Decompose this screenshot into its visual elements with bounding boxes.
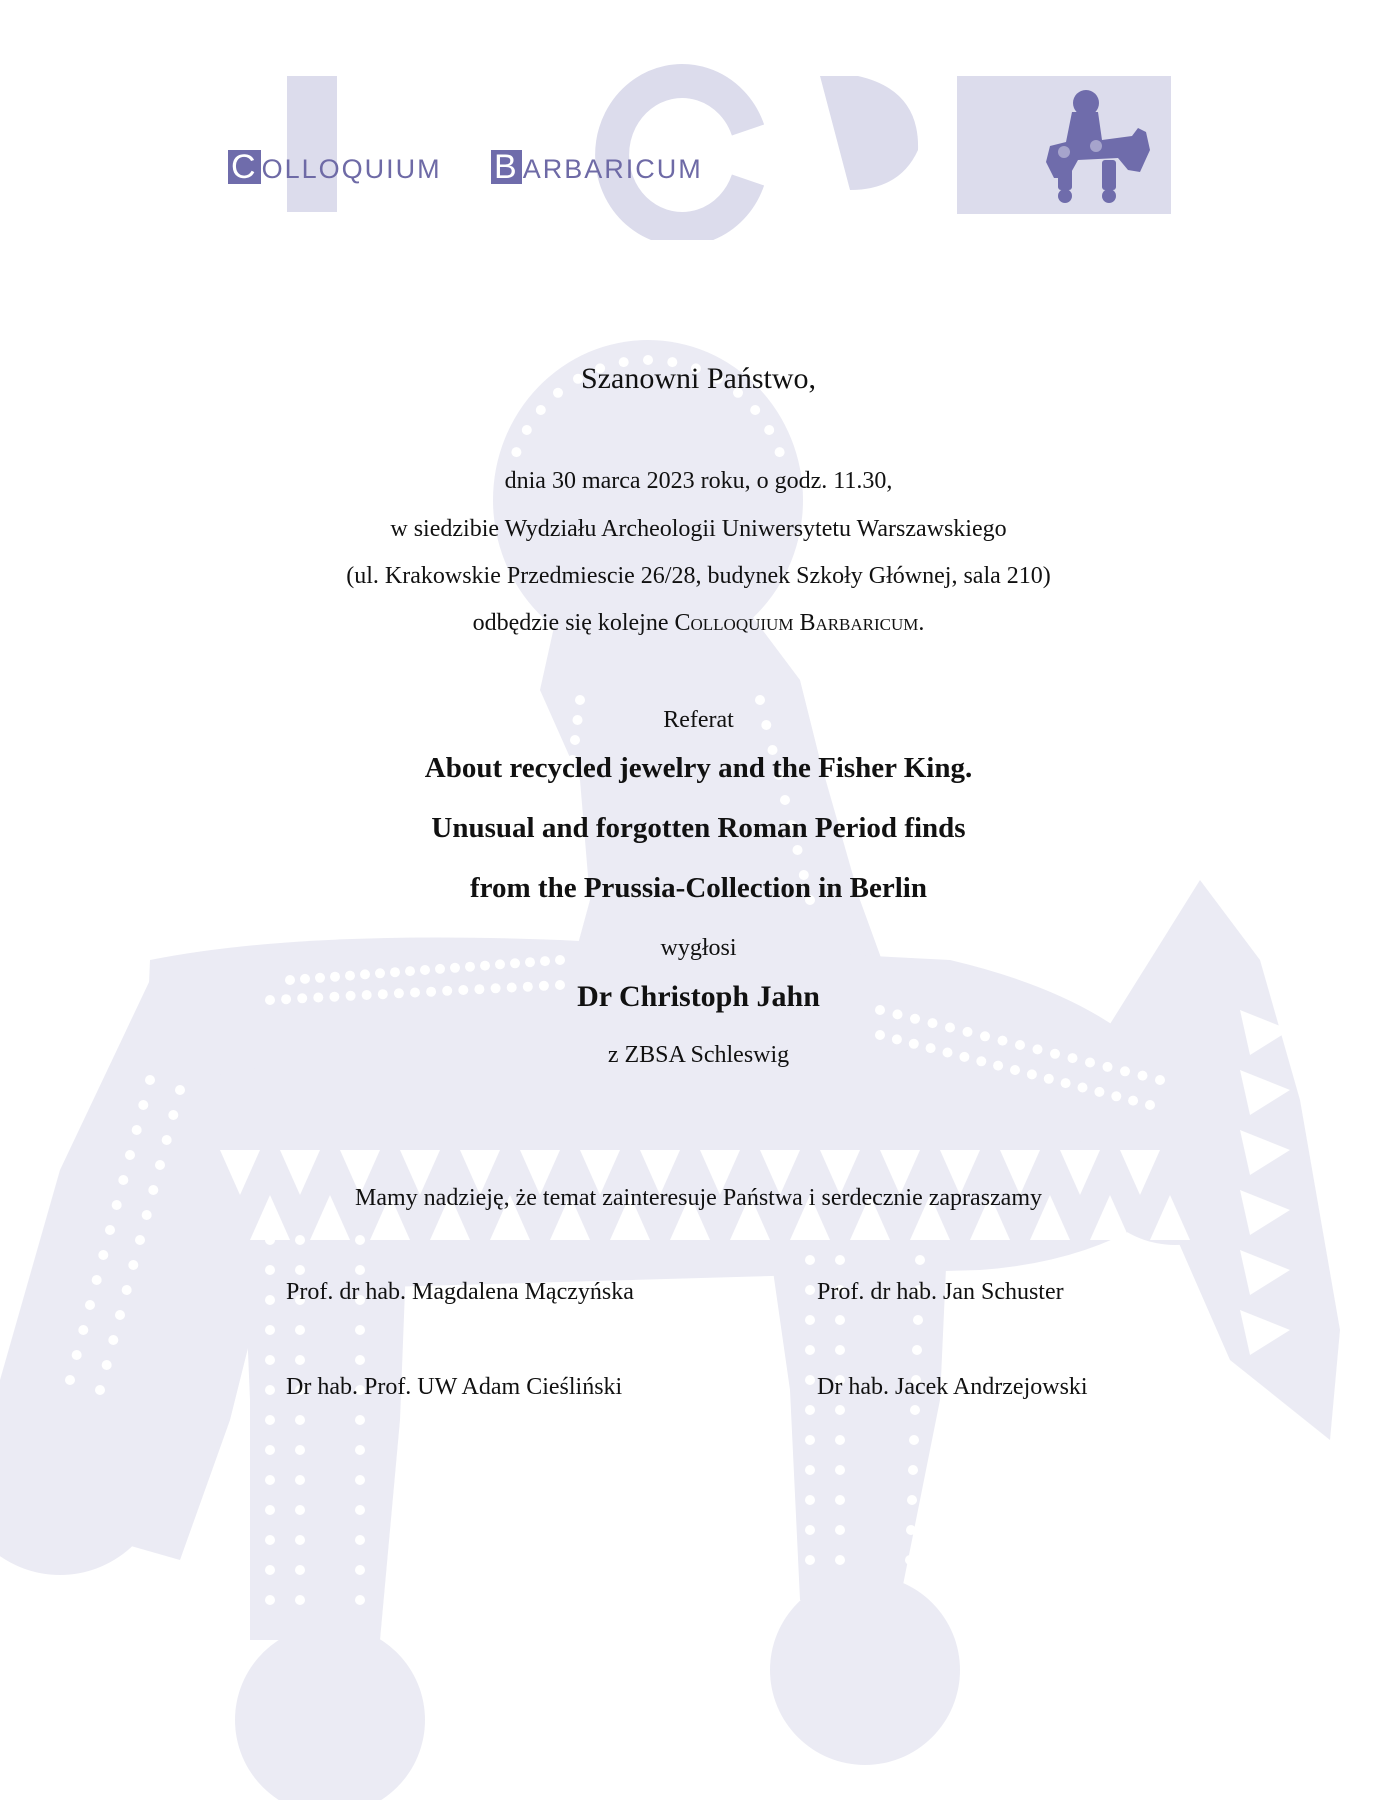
- date-line: dnia 30 marca 2023 roku, o godz. 11.30,: [504, 468, 893, 494]
- watermark-dot: [465, 962, 475, 972]
- watermark-dot: [480, 961, 490, 971]
- watermark-dot: [115, 1310, 125, 1320]
- watermark-dot: [265, 1445, 275, 1455]
- watermark-dot: [450, 963, 460, 973]
- watermark-dot: [125, 1150, 135, 1160]
- watermark-dot: [835, 1255, 845, 1265]
- watermark-dot: [102, 1360, 112, 1370]
- watermark-dot: [355, 1355, 365, 1365]
- watermark-dot: [928, 1018, 938, 1028]
- watermark-dot: [963, 1027, 973, 1037]
- watermark-dot: [910, 1405, 920, 1415]
- watermark-dot: [355, 1415, 365, 1425]
- watermark-dot: [265, 1325, 275, 1335]
- watermark-dot: [132, 1125, 142, 1135]
- watermark-dot: [835, 1465, 845, 1475]
- watermark-dot: [750, 405, 760, 415]
- watermark-dot: [265, 1295, 275, 1305]
- signatory-1: Prof. dr hab. Magdalena Mączyńska: [286, 1279, 634, 1305]
- watermark-dot: [912, 1345, 922, 1355]
- watermark-dot: [909, 1435, 919, 1445]
- venue-line: w siedzibie Wydziału Archeologii Uniwersytetu Warszawskiego: [390, 516, 1007, 542]
- watermark-dot: [155, 1160, 165, 1170]
- event-name: Colloquium Barbaricum: [674, 610, 919, 636]
- watermark-dot: [1138, 1071, 1148, 1081]
- watermark-dot: [1145, 1100, 1155, 1110]
- watermark-dot: [355, 1475, 365, 1485]
- watermark-dot: [265, 1355, 275, 1365]
- talk-title-line-3: from the Prussia-Collection in Berlin: [470, 872, 927, 904]
- watermark-dot: [265, 1415, 275, 1425]
- watermark-dot: [265, 1385, 275, 1395]
- watermark-dot: [138, 1100, 148, 1110]
- watermark-dot: [835, 1435, 845, 1445]
- watermark-dot: [1027, 1069, 1037, 1079]
- salutation: Szanowni Państwo,: [581, 362, 816, 395]
- watermark-dot: [835, 1495, 845, 1505]
- watermark-dot: [92, 1275, 102, 1285]
- watermark-dot: [295, 1325, 305, 1335]
- watermark-dot: [355, 1265, 365, 1275]
- talk-title-line-1: About recycled jewelry and the Fisher King.: [424, 752, 973, 784]
- watermark-dot: [835, 1315, 845, 1325]
- watermark-dot: [522, 425, 532, 435]
- watermark-dot: [835, 1345, 845, 1355]
- watermark-dot: [360, 969, 370, 979]
- ghost-letter-i: [287, 76, 337, 212]
- watermark-dot: [805, 1285, 815, 1295]
- watermark-dot: [511, 447, 521, 457]
- watermark-dot: [805, 1525, 815, 1535]
- watermark-dot: [355, 1325, 365, 1335]
- watermark-dot: [355, 1235, 365, 1245]
- watermark-dot: [793, 845, 803, 855]
- watermark-dot: [118, 1175, 128, 1185]
- watermark-dot: [570, 735, 580, 745]
- watermark-dot: [265, 1565, 275, 1575]
- watermark-dot: [780, 795, 790, 805]
- watermark-dot: [105, 1225, 115, 1235]
- watermark-dot: [945, 1023, 955, 1033]
- watermark-dot: [405, 966, 415, 976]
- watermark-dot: [375, 968, 385, 978]
- brand-barbaricum: [491, 150, 703, 184]
- signatory-2: Prof. dr hab. Jan Schuster: [817, 1279, 1064, 1305]
- watermark-dot: [295, 1505, 305, 1515]
- watermark-dot: [98, 1250, 108, 1260]
- watermark-dot: [128, 1260, 138, 1270]
- referat-label: Referat: [663, 707, 734, 733]
- watermark-dot: [555, 855, 565, 865]
- watermark-dot: [1128, 1096, 1138, 1106]
- closing-line: Mamy nadzieję, że temat zainteresuje Państwa i serdecznie zapraszamy: [355, 1185, 1042, 1211]
- watermark-dot: [145, 1075, 155, 1085]
- wyglosi-label: wygłosi: [660, 935, 737, 961]
- watermark-dot: [295, 1415, 305, 1425]
- watermark-dot: [168, 1110, 178, 1120]
- watermark-dot: [835, 1525, 845, 1535]
- watermark-dot: [265, 1505, 275, 1515]
- watermark-dot: [805, 1345, 815, 1355]
- watermark-dot: [122, 1285, 132, 1295]
- watermark-dot: [536, 405, 546, 415]
- watermark-dot: [805, 1375, 815, 1385]
- watermark-dot: [265, 1265, 275, 1275]
- watermark-dot: [295, 1595, 305, 1605]
- watermark-dot: [162, 1135, 172, 1145]
- watermark-dot: [295, 1535, 305, 1545]
- watermark-dot: [355, 1535, 365, 1545]
- watermark-dot: [805, 1555, 815, 1565]
- watermark-dot: [875, 1030, 885, 1040]
- watermark-dot: [906, 1525, 916, 1535]
- watermark-dot: [908, 1465, 918, 1475]
- watermark-dot: [805, 1495, 815, 1505]
- watermark-dot: [390, 967, 400, 977]
- watermark-dot: [265, 1595, 275, 1605]
- watermark-dot: [1111, 1091, 1121, 1101]
- watermark-dot: [265, 1535, 275, 1545]
- header-banner: [0, 0, 1397, 240]
- watermark-dot: [295, 1565, 305, 1575]
- watermark-dot: [295, 1235, 305, 1245]
- watermark-dot: [915, 1255, 925, 1265]
- watermark-dot: [980, 1031, 990, 1041]
- watermark-dot: [1155, 1075, 1165, 1085]
- watermark-dot: [1044, 1074, 1054, 1084]
- watermark-dot: [805, 1315, 815, 1325]
- watermark-dot: [355, 1595, 365, 1605]
- watermark-dot: [1061, 1078, 1071, 1088]
- event-prefix: odbędzie się kolejne: [472, 610, 675, 636]
- brand-word-barbaricum: ARBARICUM: [522, 154, 703, 184]
- event-line: [0, 610, 1397, 637]
- watermark-dot: [355, 1505, 365, 1515]
- brand-initial-c: C: [228, 150, 261, 184]
- banner-graphic: [0, 0, 1397, 240]
- watermark-dot: [295, 1445, 305, 1455]
- brand-word-colloquium: OLLOQUIUM: [261, 154, 442, 184]
- watermark-dot: [805, 1255, 815, 1265]
- watermark-dot: [265, 1475, 275, 1485]
- watermark-dot: [72, 1350, 82, 1360]
- watermark-dot: [805, 1405, 815, 1415]
- watermark-dot: [755, 695, 765, 705]
- watermark-dot: [775, 447, 785, 457]
- watermark-dot: [575, 695, 585, 705]
- watermark-dot: [835, 1555, 845, 1565]
- watermark-dot: [65, 1375, 75, 1385]
- watermark-dot: [295, 1355, 305, 1365]
- watermark-dot: [78, 1325, 88, 1335]
- event-suffix: .: [918, 610, 925, 636]
- watermark-dot: [95, 1385, 105, 1395]
- watermark-dot: [764, 425, 774, 435]
- watermark-dot: [85, 1300, 95, 1310]
- watermark-dot: [913, 1315, 923, 1325]
- watermark-dot: [1094, 1087, 1104, 1097]
- talk-title-line-2: Unusual and forgotten Roman Period finds: [431, 812, 966, 844]
- speaker-affiliation: z ZBSA Schleswig: [607, 1042, 790, 1068]
- speaker-name: Dr Christoph Jahn: [577, 980, 820, 1013]
- watermark-dot: [295, 1475, 305, 1485]
- signatory-3: Dr hab. Prof. UW Adam Cieśliński: [286, 1374, 623, 1400]
- watermark-dot: [805, 1435, 815, 1445]
- signatory-4: Dr hab. Jacek Andrzejowski: [817, 1374, 1088, 1400]
- brand-colloquium: [228, 150, 442, 184]
- address-line: (ul. Krakowskie Przedmiescie 26/28, budynek Szkoły Głównej, sala 210): [346, 563, 1051, 589]
- watermark-dot: [108, 1335, 118, 1345]
- brand-initial-b: B: [491, 150, 522, 184]
- ghost-letter-b: [820, 76, 918, 190]
- watermark-dot: [355, 1445, 365, 1455]
- watermark-dot: [355, 1565, 365, 1575]
- watermark-dot: [905, 1555, 915, 1565]
- watermark-dot: [835, 1405, 845, 1415]
- watermark-dot: [1078, 1083, 1088, 1093]
- watermark-dot: [175, 1085, 185, 1095]
- watermark-dot: [435, 964, 445, 974]
- watermark-dot: [295, 1265, 305, 1275]
- watermark-dot: [563, 795, 573, 805]
- watermark-dot: [135, 1235, 145, 1245]
- watermark-dot: [910, 1014, 920, 1024]
- watermark-dot: [907, 1495, 917, 1505]
- watermark-dot: [805, 1465, 815, 1475]
- watermark-dot: [420, 965, 430, 975]
